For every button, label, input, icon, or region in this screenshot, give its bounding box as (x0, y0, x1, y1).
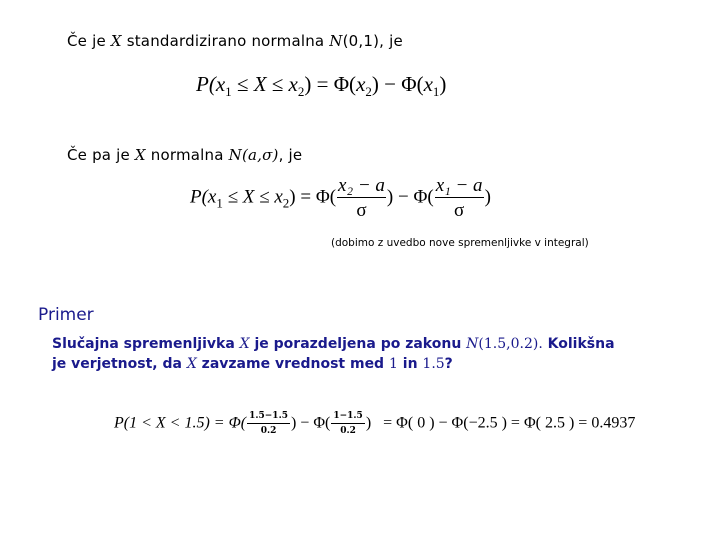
formula-standard: $P(x_1 \le X \le x_2) = \Phi(x_2) - \Phi(x_1)$ (196, 72, 447, 99)
solution-fraction-2: $\frac{1-1.5}{0.2}$ (333, 411, 363, 436)
example-problem: Slučajna spremenljivka X je porazdeljena po zakonu N(1.5,0.2). Kolikšna je verjetnost, da X zavzame vrednost med 1 in 1.5? (52, 336, 615, 372)
derivation-note: (dobimo z uvedbo nove spremenljivke v integral) (331, 237, 589, 249)
example-solution: P(1 < X < 1.5) = Φ( $\frac{1.5-1.5}{0.2}$ ) − Φ( $\frac{1-1.5}{0.2}$ ) = Φ( 0 ) − Φ(−2.5 ) = Φ( 2.5 ) = 0.4937 (114, 411, 636, 436)
var-x: X (134, 146, 146, 164)
intro-standard-normal: Če je X standardizirano normalna N(0,1), je (67, 32, 403, 50)
solution-fraction-1: $\frac{1.5-1.5}{0.2}$ (249, 411, 288, 436)
fraction-upper: $\frac{\text{x₂ − a}}{\sigma}$ (338, 175, 385, 221)
fraction-lower: $\frac{\text{x₁ − a}}{\sigma}$ (435, 175, 483, 221)
dist-n: N (228, 146, 242, 164)
example-heading: Primer (38, 305, 94, 325)
formula-general: $P(x_1 \le X \le x_2) = \Phi$( $\frac{\text{x₂ − a}}{\sigma}$ ) − Φ( $\frac{\text{x₁ − a}}{\sigma}$ ) (190, 175, 491, 221)
var-x: X (110, 32, 122, 50)
dist-n: N (329, 32, 343, 50)
intro-general-normal: Če pa je X normalna N(a,σ), je (67, 146, 303, 164)
